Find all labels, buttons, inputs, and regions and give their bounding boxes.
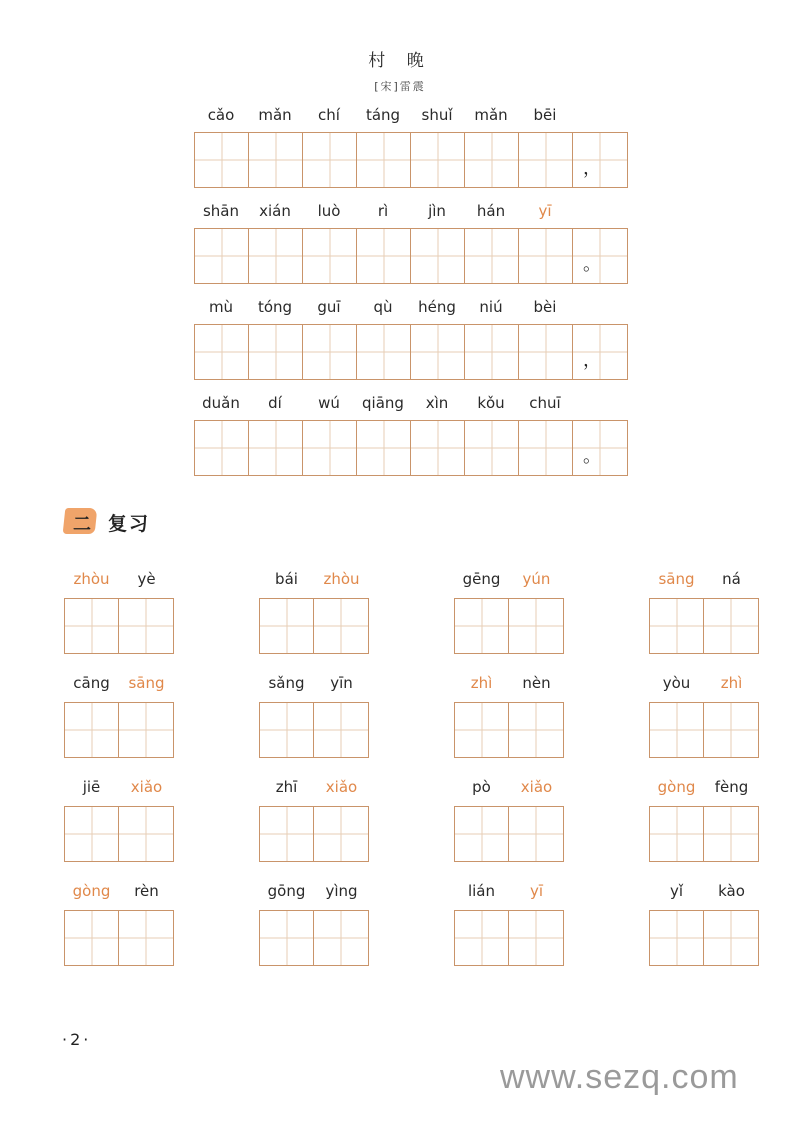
- writing-cell[interactable]: [411, 229, 465, 283]
- writing-cell[interactable]: [65, 703, 119, 757]
- pinyin-row: [194, 394, 628, 420]
- pinyin-label: jiē: [82, 778, 101, 796]
- writing-cell[interactable]: [314, 703, 368, 757]
- pinyin-label: yī: [529, 882, 544, 900]
- writing-cell[interactable]: [465, 133, 519, 187]
- writing-cell[interactable]: [65, 911, 119, 965]
- writing-cell[interactable]: [195, 229, 249, 283]
- pinyin-label: niú: [479, 298, 503, 316]
- pinyin-label: bái: [275, 570, 298, 588]
- writing-cell[interactable]: [314, 911, 368, 965]
- pinyin-row: [259, 570, 369, 598]
- pinyin-label: yún: [522, 570, 551, 588]
- writing-cell[interactable]: [260, 599, 314, 653]
- pinyin-label: cǎo: [207, 106, 235, 124]
- pinyin-label: zhì: [720, 674, 743, 692]
- pinyin-label: yè: [137, 570, 156, 588]
- writing-cell[interactable]: [519, 421, 573, 475]
- pinyin-label: héng: [418, 298, 456, 316]
- review-word: [454, 674, 564, 758]
- review-word: [649, 674, 759, 758]
- poem-line: [194, 394, 628, 476]
- writing-cell[interactable]: [65, 599, 119, 653]
- writing-cell[interactable]: [249, 229, 303, 283]
- tian-grid-pair: [259, 806, 369, 862]
- pinyin-label: zhì: [470, 674, 493, 692]
- writing-cell[interactable]: [465, 229, 519, 283]
- writing-cell[interactable]: [704, 911, 758, 965]
- pinyin-label: qù: [373, 298, 393, 316]
- writing-cell[interactable]: [704, 599, 758, 653]
- review-word: [64, 570, 174, 654]
- pinyin-label: hán: [476, 202, 506, 220]
- pinyin-row: [454, 882, 564, 910]
- writing-cell[interactable]: [119, 807, 173, 861]
- pinyin-label: luò: [317, 202, 341, 220]
- tian-grid-row: [194, 420, 628, 476]
- review-word: [649, 778, 759, 862]
- pinyin-label: wú: [318, 394, 340, 412]
- punctuation-cell[interactable]: [573, 229, 627, 283]
- writing-cell[interactable]: [65, 807, 119, 861]
- writing-cell[interactable]: [455, 703, 509, 757]
- writing-cell[interactable]: [509, 703, 563, 757]
- review-word: [454, 882, 564, 966]
- writing-cell[interactable]: [704, 807, 758, 861]
- tian-grid-pair: [454, 702, 564, 758]
- pinyin-label: mǎn: [474, 106, 508, 124]
- pinyin-label: chuī: [529, 394, 561, 412]
- pinyin-row: [194, 202, 628, 228]
- review-word: [64, 674, 174, 758]
- pinyin-row: [64, 674, 174, 702]
- pinyin-label: zhī: [275, 778, 298, 796]
- pinyin-label: xiǎo: [520, 778, 553, 796]
- writing-cell[interactable]: [455, 807, 509, 861]
- review-word: [259, 570, 369, 654]
- pinyin-label: mǎn: [258, 106, 292, 124]
- pinyin-row: [64, 778, 174, 806]
- pinyin-label: lián: [467, 882, 496, 900]
- writing-cell[interactable]: [465, 325, 519, 379]
- writing-cell[interactable]: [509, 599, 563, 653]
- pinyin-label: kào: [718, 882, 745, 900]
- pinyin-label: yòu: [662, 674, 691, 692]
- pinyin-label: yīn: [330, 674, 353, 692]
- poem-line: [194, 298, 628, 380]
- punctuation-cell[interactable]: [573, 325, 627, 379]
- pinyin-label: zhòu: [323, 570, 360, 588]
- writing-cell[interactable]: [455, 911, 509, 965]
- writing-cell[interactable]: [303, 229, 357, 283]
- writing-cell[interactable]: [260, 703, 314, 757]
- writing-cell[interactable]: [249, 133, 303, 187]
- writing-cell[interactable]: [704, 703, 758, 757]
- poem-author: [宋]雷震: [374, 80, 426, 93]
- pinyin-label: fèng: [714, 778, 749, 796]
- review-word: [454, 778, 564, 862]
- writing-cell[interactable]: [357, 325, 411, 379]
- writing-cell[interactable]: [465, 421, 519, 475]
- tian-grid-pair: [649, 702, 759, 758]
- writing-cell[interactable]: [249, 325, 303, 379]
- pinyin-label: sāng: [128, 674, 165, 692]
- writing-cell[interactable]: [357, 133, 411, 187]
- writing-cell[interactable]: [303, 133, 357, 187]
- pinyin-label: yī: [538, 202, 552, 220]
- review-word: [454, 570, 564, 654]
- pinyin-label: cāng: [73, 674, 110, 692]
- writing-cell[interactable]: [249, 421, 303, 475]
- poem-title: 村 晚: [368, 51, 432, 71]
- tian-grid-pair: [454, 598, 564, 654]
- tian-grid-row: [194, 324, 628, 380]
- pinyin-row: [649, 882, 759, 910]
- punctuation-mark: ，: [583, 158, 601, 179]
- pinyin-row: [259, 674, 369, 702]
- writing-cell[interactable]: [195, 133, 249, 187]
- pinyin-label: qiāng: [362, 394, 404, 412]
- pinyin-label: ná: [722, 570, 741, 588]
- pinyin-label: mù: [208, 298, 234, 316]
- writing-cell[interactable]: [519, 133, 573, 187]
- writing-cell[interactable]: [314, 807, 368, 861]
- pinyin-row: [649, 778, 759, 806]
- pinyin-label: shān: [202, 202, 240, 220]
- pinyin-label: kǒu: [477, 394, 505, 412]
- pinyin-row: [649, 674, 759, 702]
- pinyin-label: dí: [268, 394, 282, 412]
- pinyin-label: yìng: [325, 882, 358, 900]
- pinyin-label: zhòu: [73, 570, 110, 588]
- tian-grid-pair: [259, 702, 369, 758]
- pinyin-row: [649, 570, 759, 598]
- punctuation-mark: 。: [583, 446, 601, 467]
- review-word: [259, 882, 369, 966]
- section-number: 二: [73, 514, 91, 535]
- pinyin-label: xiǎo: [325, 778, 358, 796]
- poem-line: [194, 202, 628, 284]
- review-word: [64, 778, 174, 862]
- poem-line: [194, 106, 628, 188]
- writing-cell[interactable]: [303, 325, 357, 379]
- writing-cell[interactable]: [195, 325, 249, 379]
- pinyin-label: guī: [317, 298, 341, 316]
- writing-cell[interactable]: [314, 599, 368, 653]
- punctuation-mark: ，: [583, 350, 601, 371]
- writing-cell[interactable]: [455, 599, 509, 653]
- pinyin-label: jìn: [428, 202, 446, 220]
- review-word: [649, 570, 759, 654]
- pinyin-label: bēi: [533, 106, 557, 124]
- writing-cell[interactable]: [411, 133, 465, 187]
- pinyin-row: [454, 778, 564, 806]
- pinyin-label: gòng: [657, 778, 696, 796]
- tian-grid-pair: [454, 806, 564, 862]
- pinyin-label: táng: [365, 106, 401, 124]
- writing-cell[interactable]: [650, 599, 704, 653]
- page-number: ·2·: [62, 1030, 92, 1049]
- writing-cell[interactable]: [303, 421, 357, 475]
- writing-cell[interactable]: [119, 703, 173, 757]
- writing-cell[interactable]: [650, 911, 704, 965]
- pinyin-row: [64, 570, 174, 598]
- pinyin-label: gōng: [267, 882, 306, 900]
- section-title: 复习: [108, 513, 151, 535]
- writing-cell[interactable]: [357, 421, 411, 475]
- writing-cell[interactable]: [119, 599, 173, 653]
- writing-cell[interactable]: [260, 807, 314, 861]
- pinyin-row: [194, 106, 628, 132]
- pinyin-label: xìn: [425, 394, 449, 412]
- writing-cell[interactable]: [509, 911, 563, 965]
- writing-cell[interactable]: [195, 421, 249, 475]
- pinyin-label: shuǐ: [421, 106, 453, 124]
- pinyin-row: [64, 882, 174, 910]
- pinyin-label: chí: [318, 106, 340, 124]
- pinyin-label: nèn: [522, 674, 551, 692]
- watermark: www.sezq.com: [500, 1058, 739, 1096]
- tian-grid-row: [194, 228, 628, 284]
- punctuation-cell[interactable]: [573, 421, 627, 475]
- review-word: [64, 882, 174, 966]
- pinyin-row: [454, 570, 564, 598]
- writing-cell[interactable]: [411, 421, 465, 475]
- punctuation-cell[interactable]: [573, 133, 627, 187]
- pinyin-label: pò: [472, 778, 491, 796]
- tian-grid-row: [194, 132, 628, 188]
- writing-cell[interactable]: [519, 325, 573, 379]
- pinyin-label: xiǎo: [130, 778, 163, 796]
- tian-grid-pair: [454, 910, 564, 966]
- writing-cell[interactable]: [119, 911, 173, 965]
- review-word: [259, 778, 369, 862]
- tian-grid-pair: [649, 598, 759, 654]
- tian-grid-pair: [259, 910, 369, 966]
- pinyin-label: gòng: [72, 882, 111, 900]
- tian-grid-pair: [64, 806, 174, 862]
- tian-grid-pair: [259, 598, 369, 654]
- writing-cell[interactable]: [650, 703, 704, 757]
- pinyin-label: duǎn: [202, 394, 240, 412]
- writing-cell[interactable]: [411, 325, 465, 379]
- writing-cell[interactable]: [650, 807, 704, 861]
- pinyin-label: gēng: [462, 570, 501, 588]
- pinyin-row: [259, 778, 369, 806]
- tian-grid-pair: [64, 702, 174, 758]
- writing-cell[interactable]: [509, 807, 563, 861]
- writing-cell[interactable]: [260, 911, 314, 965]
- pinyin-label: xián: [259, 202, 291, 220]
- pinyin-label: sǎng: [268, 674, 305, 692]
- tian-grid-pair: [649, 910, 759, 966]
- punctuation-mark: 。: [583, 254, 601, 275]
- review-word: [259, 674, 369, 758]
- tian-grid-pair: [649, 806, 759, 862]
- pinyin-label: rèn: [134, 882, 159, 900]
- pinyin-row: [259, 882, 369, 910]
- pinyin-label: tóng: [257, 298, 293, 316]
- pinyin-label: yǐ: [669, 882, 684, 900]
- review-word: [649, 882, 759, 966]
- pinyin-label: sāng: [658, 570, 695, 588]
- pinyin-label: bèi: [533, 298, 557, 316]
- tian-grid-pair: [64, 910, 174, 966]
- pinyin-row: [454, 674, 564, 702]
- writing-cell[interactable]: [519, 229, 573, 283]
- writing-cell[interactable]: [357, 229, 411, 283]
- tian-grid-pair: [64, 598, 174, 654]
- pinyin-row: [194, 298, 628, 324]
- pinyin-label: rì: [377, 202, 389, 220]
